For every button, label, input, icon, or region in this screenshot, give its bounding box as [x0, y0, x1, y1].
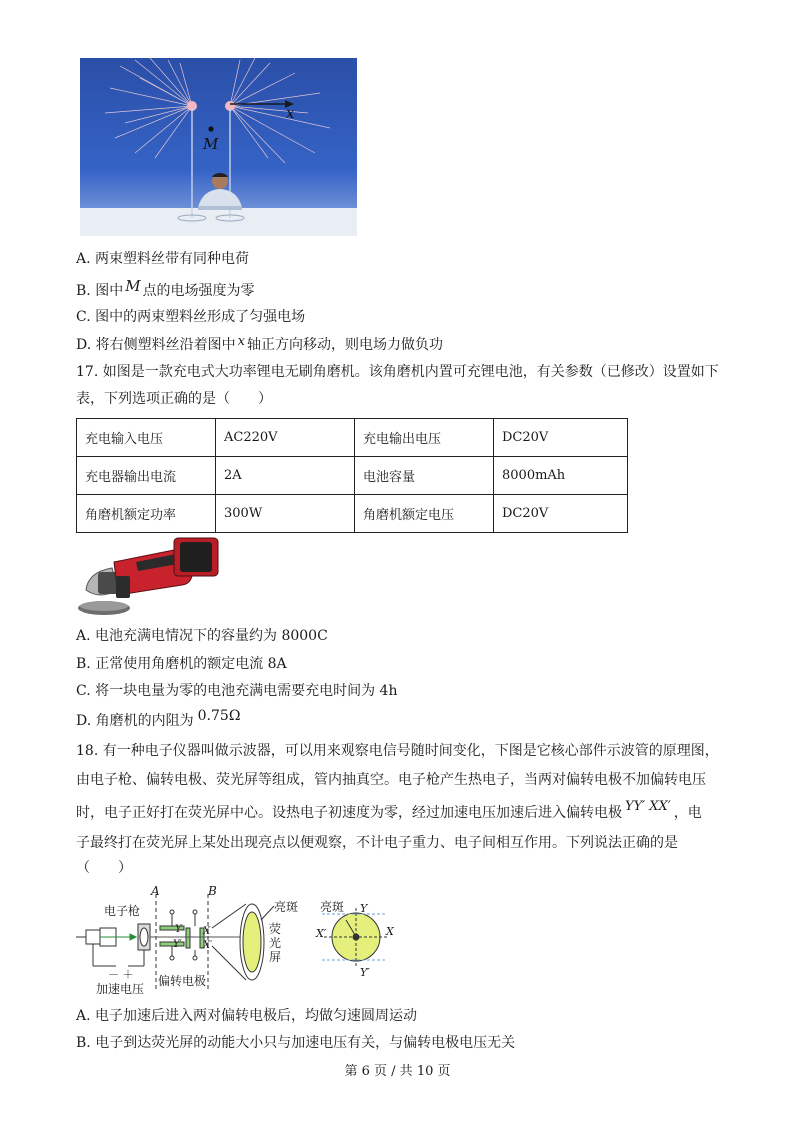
q17-option-c: C. 将一块电量为零的电池充满电需要充电时间为 4h — [76, 683, 398, 699]
table-row — [77, 495, 628, 533]
q17-option-a: A. 电池充满电情况下的容量约为 8000C — [76, 628, 328, 644]
var-M: M — [125, 277, 141, 295]
q18-stem-line1: 18. 有一种电子仪器叫做示波器，可以用来观察电信号随时间变化，下图是它核心部件示波管的原理图， — [76, 743, 719, 759]
table-cell: AC220V — [216, 419, 355, 457]
screen-label-Y: Y — [360, 902, 368, 915]
q18-stem-line3 — [76, 799, 702, 824]
q16-option-b-pre: B. 图中 — [76, 283, 124, 299]
table-cell: 充电输出电压 — [355, 419, 494, 457]
table-row — [77, 457, 628, 495]
var-electrodes: YY′ XX′ — [625, 799, 671, 814]
q18-stem-line3-pre: 时，电子正好打在荧光屏中心。设热电子初速度为零，经过加速电压加速后进入偏转电极 — [76, 805, 622, 821]
label-screen-char-1: 荧 — [269, 922, 282, 936]
table-cell: 充电器输出电流 — [77, 457, 216, 495]
diagram-label-A: A — [151, 884, 160, 898]
table-cell: 300W — [216, 495, 355, 533]
label-minus-plus: － ＋ — [108, 968, 134, 981]
screen-label-X: X — [386, 925, 394, 938]
label-accelerating-voltage: 加速电压 — [96, 982, 145, 996]
q17-option-d-pre: D. 角磨机的内阻为 — [76, 713, 194, 729]
table-cell: DC20V — [494, 419, 628, 457]
label-X: X — [203, 926, 211, 937]
q16-option-a: A. 两束塑料丝带有同种电荷 — [76, 251, 250, 267]
photo-label-x: x — [286, 104, 295, 122]
label-Y-prime: Y′ — [173, 939, 182, 950]
q16-option-d-post: 轴正方向移动，则电场力做负功 — [246, 337, 443, 353]
q16-option-b — [76, 277, 255, 301]
table-cell: 8000mAh — [494, 457, 628, 495]
photo-label-M: M — [203, 135, 219, 153]
q18-stem-line4: 子最终打在荧光屏上某处出现亮点以便观察，不计电子重力、电子间相互作用。下列说法正确的是 — [76, 835, 678, 851]
q18-option-b: B. 电子到达荧光屏的动能大小只与加速电压有关，与偏转电极电压无关 — [76, 1035, 516, 1051]
table-cell: 角磨机额定电压 — [355, 495, 494, 533]
q18-option-a: A. 电子加速后进入两对偏转电极后，均做匀速圆周运动 — [76, 1008, 418, 1024]
label-X-prime: X′ — [203, 940, 213, 951]
diagram-label-B: B — [208, 884, 217, 898]
screen-label-X-prime: X′ — [316, 927, 327, 940]
angle-grinder-image — [76, 532, 222, 620]
label-Y: Y — [175, 924, 182, 935]
var-x: x — [237, 334, 245, 349]
label-bright-spot: 亮斑 — [274, 900, 299, 914]
q16-option-d-pre: D. 将右侧塑料丝沿着图中 — [76, 337, 236, 353]
label-electron-gun: 电子枪 — [104, 904, 141, 918]
q18-stem-line5: （ ） — [76, 860, 132, 876]
label-deflecting-electrode: 偏转电极 — [158, 974, 207, 988]
q16-option-b-post: 点的电场强度为零 — [142, 283, 255, 299]
q18-stem-line3-post: ，电 — [673, 805, 702, 821]
page-footer: 第 6 页 / 共 10 页 — [344, 1064, 451, 1079]
table-cell: DC20V — [494, 495, 628, 533]
table-cell: 电池容量 — [355, 457, 494, 495]
q17-stem-line2: 表，下列选项正确的是（ ） — [76, 391, 272, 407]
screen-label-Y-prime: Y′ — [360, 966, 370, 979]
q16-option-c: C. 图中的两束塑料丝形成了匀强电场 — [76, 309, 306, 325]
table-cell: 角磨机额定功率 — [77, 495, 216, 533]
table-cell: 2A — [216, 457, 355, 495]
electrostatic-photo — [80, 58, 357, 236]
label-bright-spot-2: 亮斑 — [320, 900, 345, 914]
q17-option-b: B. 正常使用角磨机的额定电流 8A — [76, 656, 287, 672]
q17-option-d — [76, 708, 241, 731]
table-cell: 充电输入电压 — [77, 419, 216, 457]
label-screen-char-2: 光 — [269, 936, 282, 950]
q16-option-d — [76, 335, 443, 356]
label-screen-char-3: 屏 — [269, 950, 282, 964]
var-resistance: 0.75Ω — [197, 708, 241, 724]
oscilloscope-diagram — [76, 884, 406, 1000]
table-row — [77, 419, 628, 457]
parameter-table — [76, 418, 628, 533]
q17-stem-line1: 17. 如图是一款充电式大功率锂电无刷角磨机。该角磨机内置可充锂电池，有关参数（已修改）设置如下 — [76, 364, 719, 380]
q18-stem-line2: 由电子枪、偏转电极、荧光屏等组成，管内抽真空。电子枪产生热电子，当两对偏转电极不加偏转电压 — [76, 772, 706, 788]
